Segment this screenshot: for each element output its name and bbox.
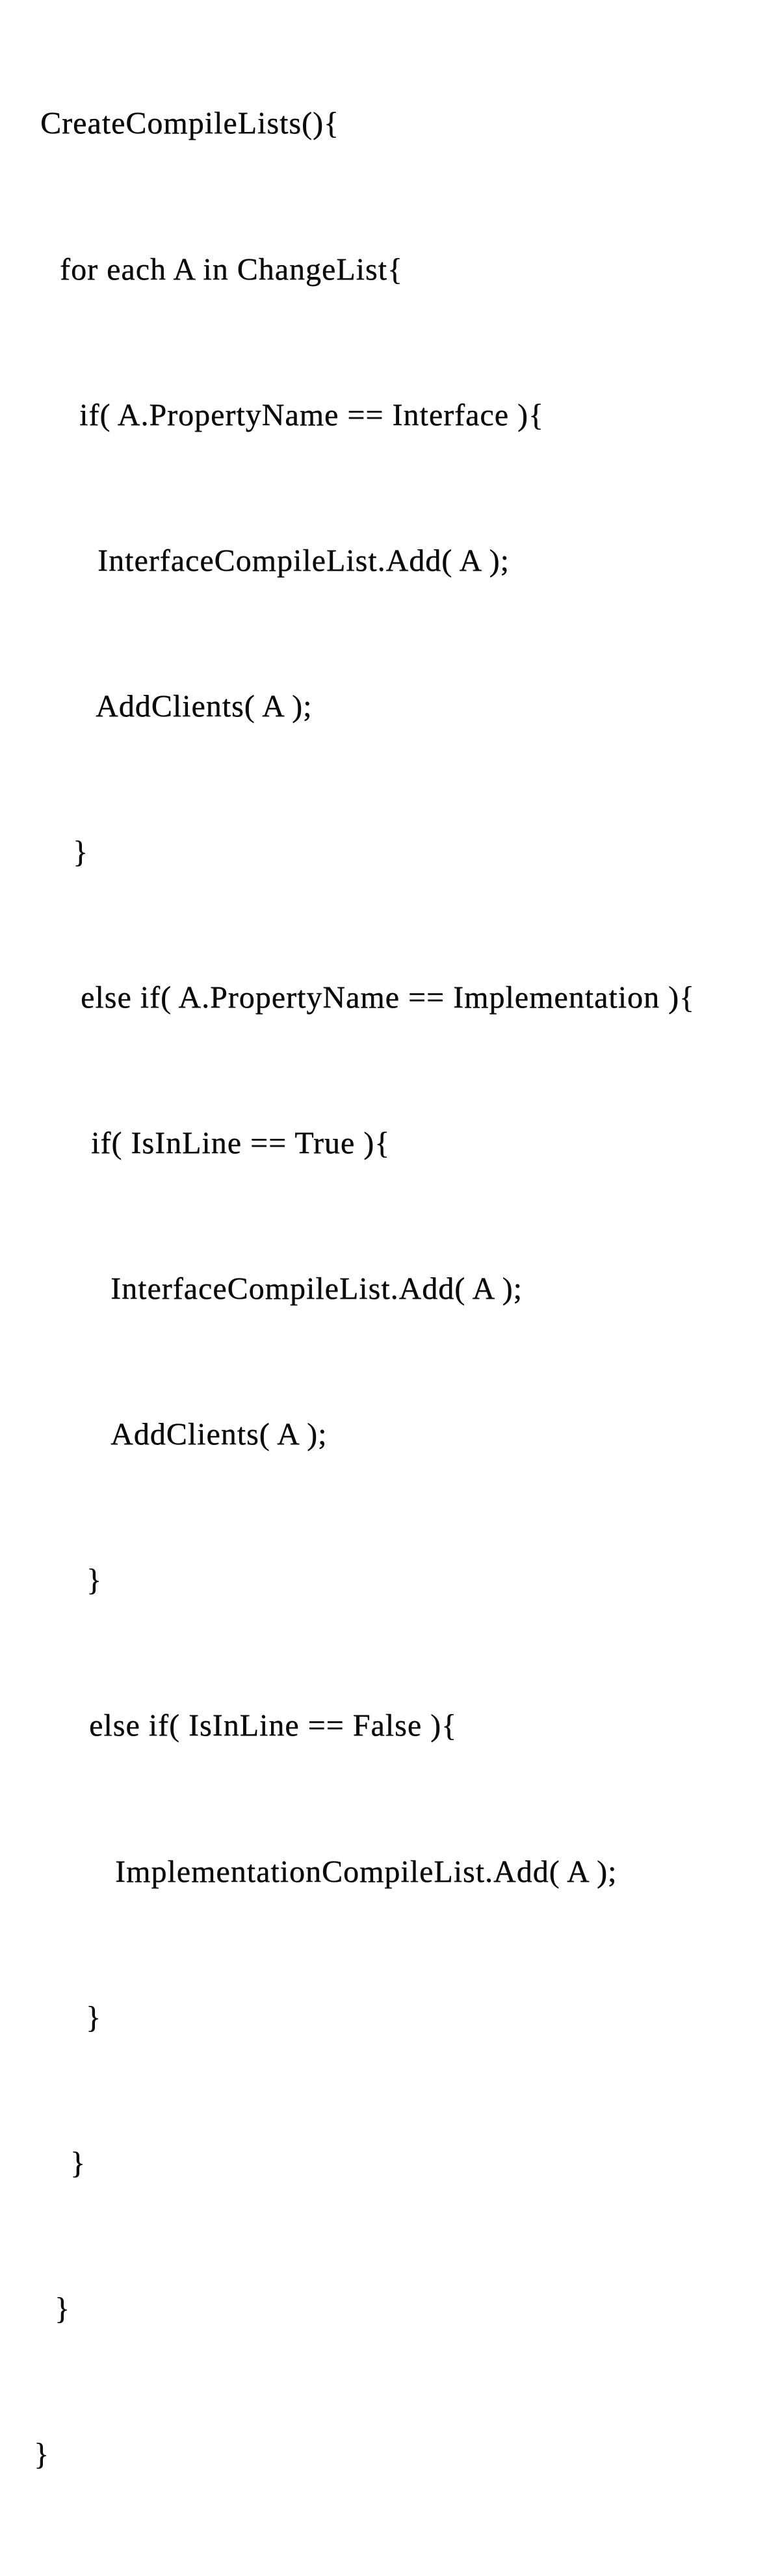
code-line: ImplementationCompileList.Add( A ); bbox=[115, 1854, 618, 1889]
code-line: if( IsInLine == True ){ bbox=[91, 1126, 391, 1161]
code-line: CreateCompileLists(){ bbox=[40, 106, 339, 141]
code-line: } bbox=[55, 2291, 71, 2326]
code-line: InterfaceCompileList.Add( A ); bbox=[110, 1271, 523, 1307]
code-line: AddClients( A ); bbox=[96, 688, 313, 723]
code-line: } bbox=[73, 834, 89, 869]
code-line: else if( IsInLine == False ){ bbox=[89, 1708, 458, 1743]
code-line: InterfaceCompileList.Add( A ); bbox=[98, 543, 510, 578]
code-line: } bbox=[86, 1999, 102, 2035]
code-line: else if( A.PropertyName == Implementation ){ bbox=[81, 980, 695, 1015]
code-line: AddClients( A ); bbox=[110, 1417, 328, 1452]
code-line: } bbox=[70, 2145, 86, 2180]
code-line: } bbox=[34, 2436, 50, 2471]
code-line: } bbox=[86, 1563, 103, 1598]
code-line: if( A.PropertyName == Interface ){ bbox=[79, 397, 544, 432]
code-line: for each A in ChangeList{ bbox=[60, 252, 403, 287]
pseudocode-listing bbox=[0, 3, 780, 2576]
